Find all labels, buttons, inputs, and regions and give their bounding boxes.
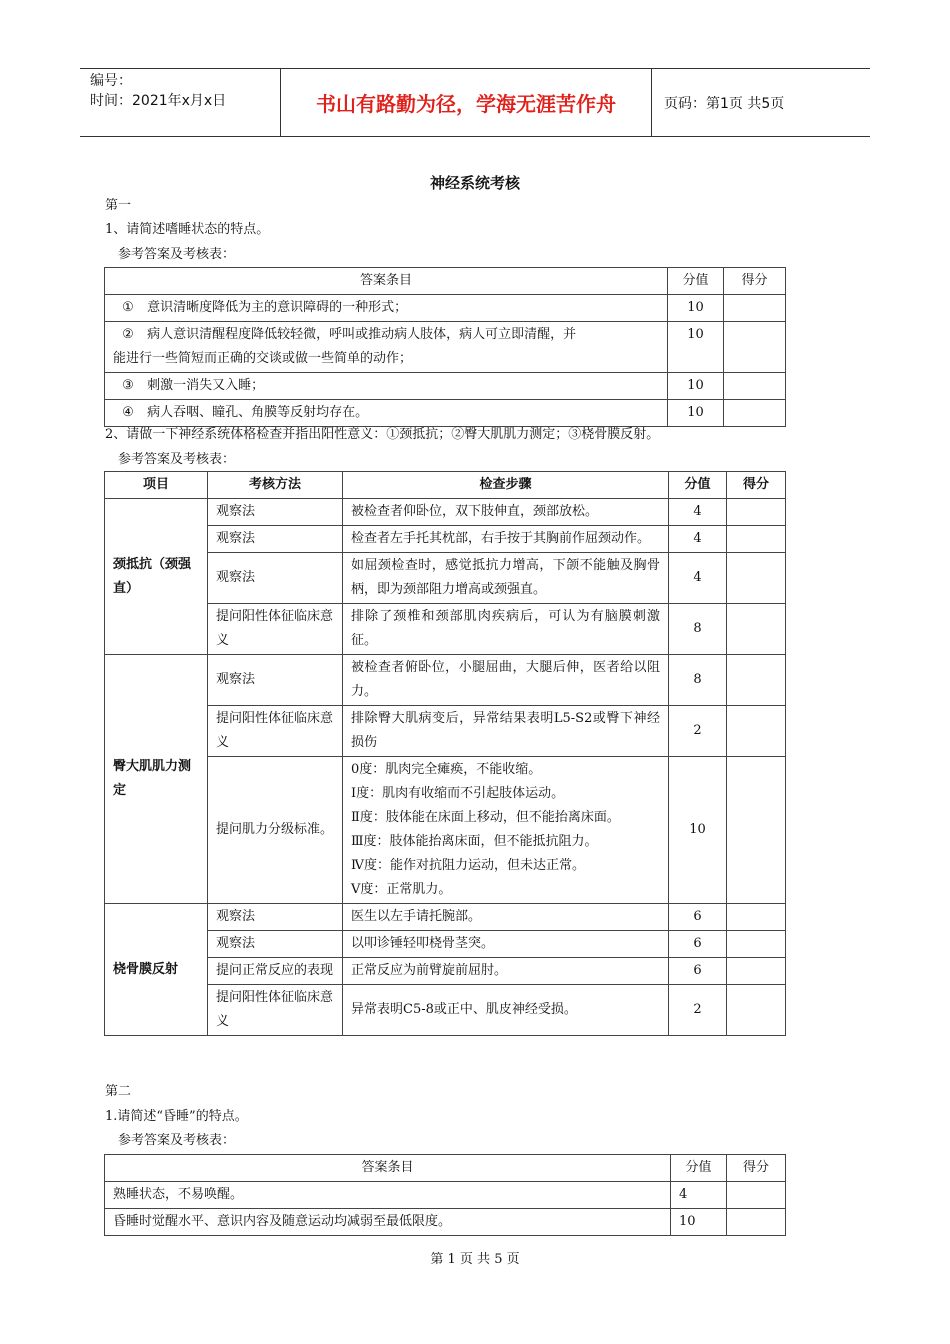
table-row [105, 655, 786, 706]
item-cell: 颈抵抗（颈强直） [105, 499, 208, 655]
got-cell[interactable] [727, 499, 786, 526]
score-cell: 8 [669, 604, 727, 655]
score-cell: 8 [669, 655, 727, 706]
table-row [105, 904, 786, 931]
item-marker: ① [122, 300, 134, 315]
answer-cell [105, 322, 668, 373]
step-cell [343, 757, 669, 904]
got-cell[interactable] [727, 1209, 786, 1236]
part2-heading: 第二 [105, 1084, 132, 1099]
method-cell: 提问肌力分级标准。 [208, 757, 343, 904]
method-cell: 观察法 [208, 526, 343, 553]
got-cell[interactable] [727, 904, 786, 931]
got-cell[interactable] [727, 604, 786, 655]
score-cell: 6 [669, 958, 727, 985]
item-cell: 桡骨膜反射 [105, 904, 208, 1036]
item-marker: ④ [122, 405, 134, 420]
header-method: 考核方法 [208, 472, 343, 499]
item-marker: ③ [122, 378, 134, 393]
header-answer: 答案条目 [105, 1155, 671, 1182]
header-answer: 答案条目 [105, 268, 668, 295]
method-cell: 提问阳性体征临床意义 [208, 604, 343, 655]
page-header [80, 68, 870, 137]
table-row [105, 373, 786, 400]
table-row [105, 757, 786, 904]
number-label: 编号： [90, 73, 132, 89]
score-cell: 10 [669, 757, 727, 904]
answer-table-2 [104, 1154, 786, 1236]
table-row [105, 1209, 786, 1236]
method-cell: 观察法 [208, 553, 343, 604]
exam-table [104, 471, 786, 1036]
score-cell: 10 [668, 295, 724, 322]
header-score: 分值 [671, 1155, 727, 1182]
step-cell: 如屈颈检查时，感觉抵抗力增高，下颌不能触及胸骨柄，即为颈部阻力增高或颈强直。 [343, 553, 669, 604]
answer-text: 病人意识清醒程度降低较轻微，呼叫或推动病人肢体，病人可立即清醒，并 [147, 327, 577, 342]
header-got: 得分 [727, 472, 786, 499]
score-cell: 4 [671, 1182, 727, 1209]
method-cell: 提问阳性体征临床意义 [208, 985, 343, 1036]
table-row [105, 958, 786, 985]
step-cell: 正常反应为前臂旋前屈肘。 [343, 958, 669, 985]
grade-line: Ⅲ度：肢体能抬离床面，但不能抵抗阻力。 [351, 834, 598, 849]
score-cell: 2 [669, 985, 727, 1036]
got-cell[interactable] [727, 958, 786, 985]
table-row [105, 931, 786, 958]
got-cell[interactable] [724, 295, 786, 322]
step-cell: 排除了颈椎和颈部肌肉疾病后，可认为有脑膜刺激征。 [343, 604, 669, 655]
header-score: 分值 [669, 472, 727, 499]
step-cell: 检查者左手托其枕部，右手按于其胸前作屈颈动作。 [343, 526, 669, 553]
part1-q2-ref: 参考答案及考核表： [118, 452, 236, 467]
method-cell: 观察法 [208, 499, 343, 526]
step-cell: 被检查者俯卧位，小腿屈曲，大腿后伸，医者给以阻力。 [343, 655, 669, 706]
part1-q1-question: 1、请简述嗜睡状态的特点。 [105, 222, 270, 237]
header-meta [80, 69, 280, 136]
grade-line: Ⅱ度：肢体能在床面上移动，但不能抬离床面。 [351, 810, 620, 825]
header-item: 项目 [105, 472, 208, 499]
table-row [105, 499, 786, 526]
table-row [105, 604, 786, 655]
answer-cell [105, 373, 668, 400]
grade-line: Ⅴ度：正常肌力。 [351, 882, 452, 897]
got-cell[interactable] [727, 757, 786, 904]
header-steps: 检查步骤 [343, 472, 669, 499]
score-cell: 10 [668, 400, 724, 427]
part2-q1-ref: 参考答案及考核表： [118, 1133, 236, 1148]
step-cell: 医生以左手请托腕部。 [343, 904, 669, 931]
got-cell[interactable] [724, 400, 786, 427]
got-cell[interactable] [727, 553, 786, 604]
method-cell: 提问正常反应的表现 [208, 958, 343, 985]
answer-table-1 [104, 267, 786, 427]
answer-cell [105, 400, 668, 427]
got-cell[interactable] [727, 706, 786, 757]
method-cell: 观察法 [208, 931, 343, 958]
score-cell: 10 [671, 1209, 727, 1236]
score-cell: 4 [669, 499, 727, 526]
table-row [105, 706, 786, 757]
header-motto: 书山有路勤为径，学海无涯苦作舟 [280, 69, 652, 136]
score-cell: 10 [668, 322, 724, 373]
table-header-row [105, 1155, 786, 1182]
got-cell[interactable] [724, 373, 786, 400]
score-cell: 4 [669, 553, 727, 604]
got-cell[interactable] [727, 931, 786, 958]
header-got: 得分 [724, 268, 786, 295]
score-cell: 6 [669, 904, 727, 931]
table-row [105, 526, 786, 553]
table-row [105, 1182, 786, 1209]
step-cell: 异常表明C5-8或正中、肌皮神经受损。 [343, 985, 669, 1036]
part1-heading: 第一 [105, 198, 132, 213]
header-got: 得分 [727, 1155, 786, 1182]
item-cell: 臀大肌肌力测定 [105, 655, 208, 904]
method-cell: 观察法 [208, 655, 343, 706]
answer-cell: 昏睡时觉醒水平、意识内容及随意运动均减弱至最低限度。 [105, 1209, 671, 1236]
step-cell: 排除臀大肌病变后，异常结果表明L5-S2或臀下神经损伤 [343, 706, 669, 757]
method-cell: 提问阳性体征临床意义 [208, 706, 343, 757]
part1-q1-ref: 参考答案及考核表： [118, 247, 236, 262]
time-label: 时间：2021年x月x日 [90, 93, 227, 109]
step-cell: 以叩诊锤轻叩桡骨茎突。 [343, 931, 669, 958]
got-cell[interactable] [724, 322, 786, 373]
table-header-row [105, 268, 786, 295]
grade-line: Ⅰ度：肌肉有收缩而不引起肢体运动。 [351, 786, 565, 801]
score-cell: 10 [668, 373, 724, 400]
got-cell[interactable] [727, 526, 786, 553]
answer-text: 意识清晰度降低为主的意识障碍的一种形式； [147, 300, 408, 315]
table-row [105, 322, 786, 373]
answer-text: 刺激一消失又入睡； [147, 378, 265, 393]
header-score: 分值 [668, 268, 724, 295]
score-cell: 2 [669, 706, 727, 757]
step-cell: 被检查者仰卧位，双下肢伸直，颈部放松。 [343, 499, 669, 526]
page-footer: 第 1 页 共 5 页 [430, 1252, 520, 1267]
answer-cell [105, 295, 668, 322]
got-cell[interactable] [727, 655, 786, 706]
got-cell[interactable] [727, 985, 786, 1036]
answer-text: 病人吞咽、瞳孔、角膜等反射均存在。 [147, 405, 369, 420]
grade-line: Ⅳ度：能作对抗阻力运动，但未达正常。 [351, 858, 585, 873]
part1-q2-question: 2、请做一下神经系统体格检查并指出阳性意义：①颈抵抗；②臀大肌肌力测定；③桡骨膜反射。 [105, 427, 660, 442]
document-title: 神经系统考核 [429, 174, 520, 192]
answer-text-cont: 能进行一些简短而正确的交谈或做一些简单的动作； [113, 351, 413, 366]
table-header-row [105, 472, 786, 499]
item-marker: ② [122, 327, 134, 342]
table-row [105, 985, 786, 1036]
answer-cell: 熟睡状态，不易唤醒。 [105, 1182, 671, 1209]
score-cell: 4 [669, 526, 727, 553]
score-cell: 6 [669, 931, 727, 958]
grade-line: 0度：肌肉完全瘫痪，不能收缩。 [351, 762, 542, 777]
header-page-label: 页码：第1页 共5页 [664, 95, 785, 112]
table-row [105, 400, 786, 427]
table-row [105, 295, 786, 322]
got-cell[interactable] [727, 1182, 786, 1209]
table-row [105, 553, 786, 604]
method-cell: 观察法 [208, 904, 343, 931]
part2-q1-question: 1.请简述“昏睡”的特点。 [105, 1109, 248, 1124]
